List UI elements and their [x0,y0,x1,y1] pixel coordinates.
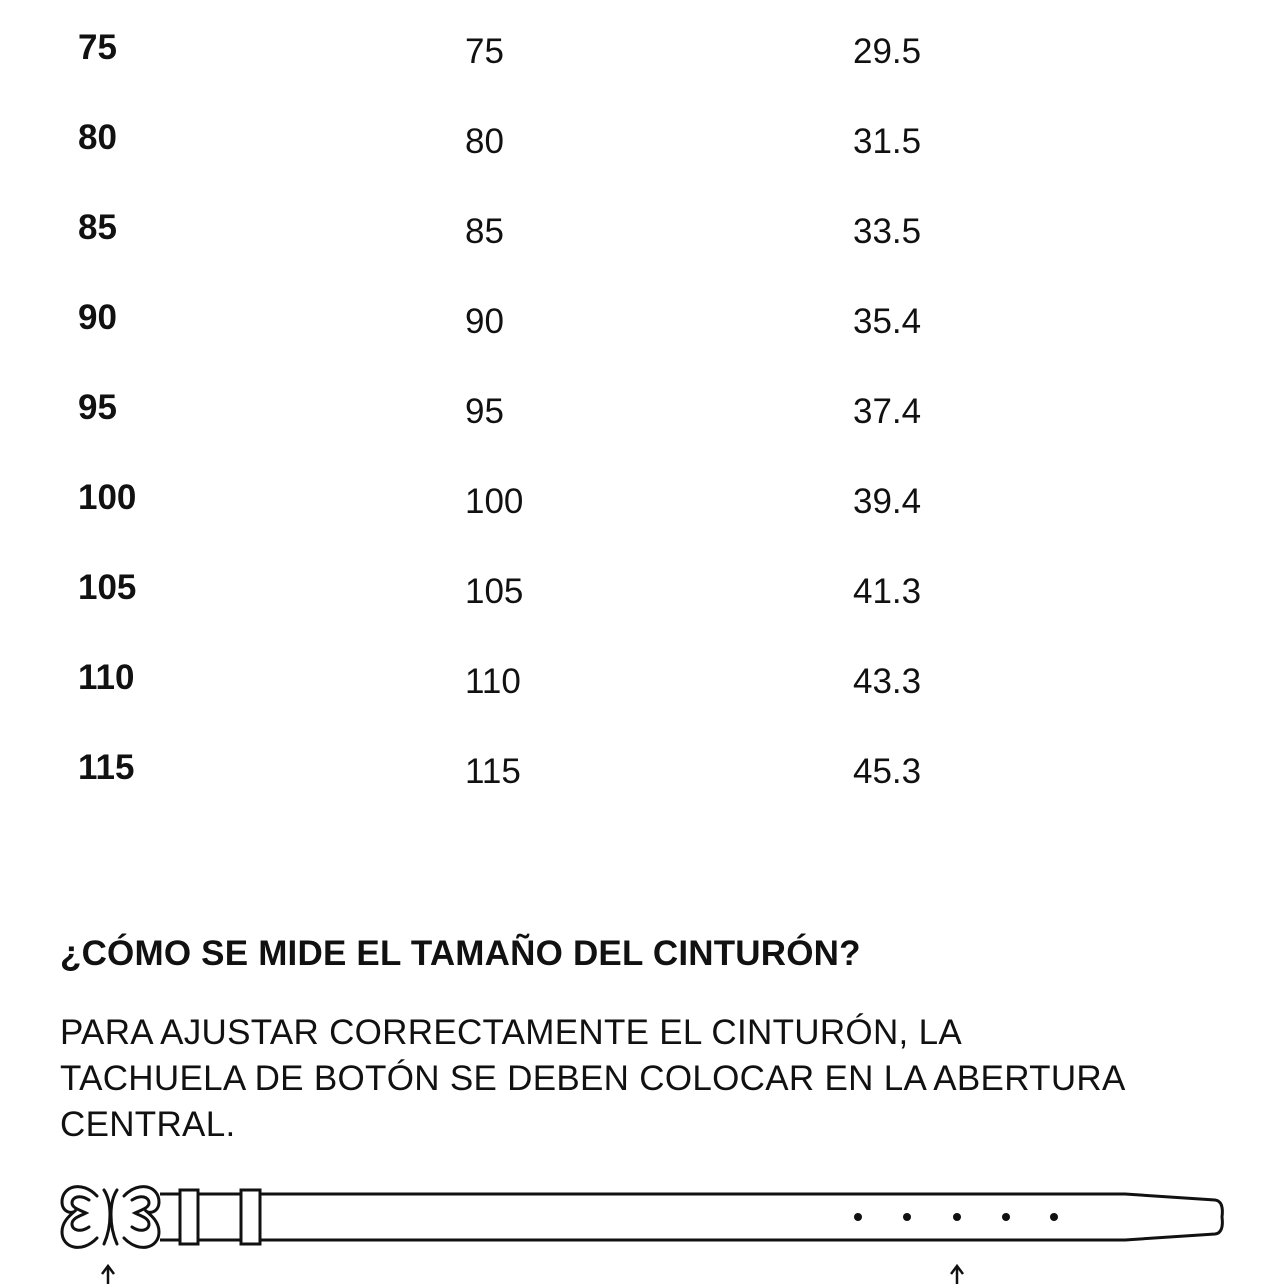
size-value: 80 [78,118,117,157]
belt-keeper [180,1190,198,1244]
table-row [0,568,1284,670]
size-value: 75 [78,28,117,67]
cm-value: 105 [465,572,524,611]
belt-hole [854,1213,862,1221]
cm-value: 95 [465,392,504,431]
table-row [0,208,1284,310]
arrow-up-icon [102,1266,114,1284]
cm-value: 75 [465,32,504,71]
cm-value: 115 [465,752,521,791]
inch-value: 31.5 [853,122,922,161]
inch-value: 39.4 [853,482,922,521]
table-row [0,478,1284,580]
size-value: 110 [78,658,135,697]
size-value: 105 [78,568,137,607]
table-row [0,28,1284,130]
belt-hole [1002,1213,1010,1221]
cm-value: 110 [465,662,521,701]
triomphe-buckle-icon [62,1187,159,1248]
belt-diagram [0,1170,1284,1284]
size-value: 115 [78,748,135,787]
table-row [0,388,1284,490]
belt-hole [953,1213,961,1221]
arrow-up-icon [951,1266,963,1284]
inch-value: 43.3 [853,662,922,701]
measure-instructions [60,1010,1260,1148]
cm-value: 85 [465,212,504,251]
instruction-line: PARA AJUSTAR CORRECTAMENTE EL CINTURÓN, LA [60,1013,962,1052]
cm-value: 80 [465,122,504,161]
table-row [0,748,1284,850]
table-row [0,298,1284,400]
cm-value: 100 [465,482,524,521]
belt-hole [1050,1213,1058,1221]
size-value: 95 [78,388,117,427]
table-row [0,658,1284,760]
belt-strap [160,1194,1222,1240]
inch-value: 33.5 [853,212,922,251]
size-value: 90 [78,298,117,337]
instruction-line: CENTRAL. [60,1105,236,1144]
cm-value: 90 [465,302,504,341]
inch-value: 35.4 [853,302,922,341]
inch-value: 29.5 [853,32,922,71]
table-row [0,118,1284,220]
inch-value: 45.3 [853,752,922,791]
size-value: 85 [78,208,117,247]
measure-heading: ¿CÓMO SE MIDE EL TAMAÑO DEL CINTURÓN? [60,934,861,973]
belt-keeper [241,1190,260,1244]
inch-value: 41.3 [853,572,922,611]
inch-value: 37.4 [853,392,922,431]
size-value: 100 [78,478,137,517]
belt-hole [903,1213,911,1221]
instruction-line: TACHUELA DE BOTÓN SE DEBEN COLOCAR EN LA ABERTURA [60,1059,1126,1098]
